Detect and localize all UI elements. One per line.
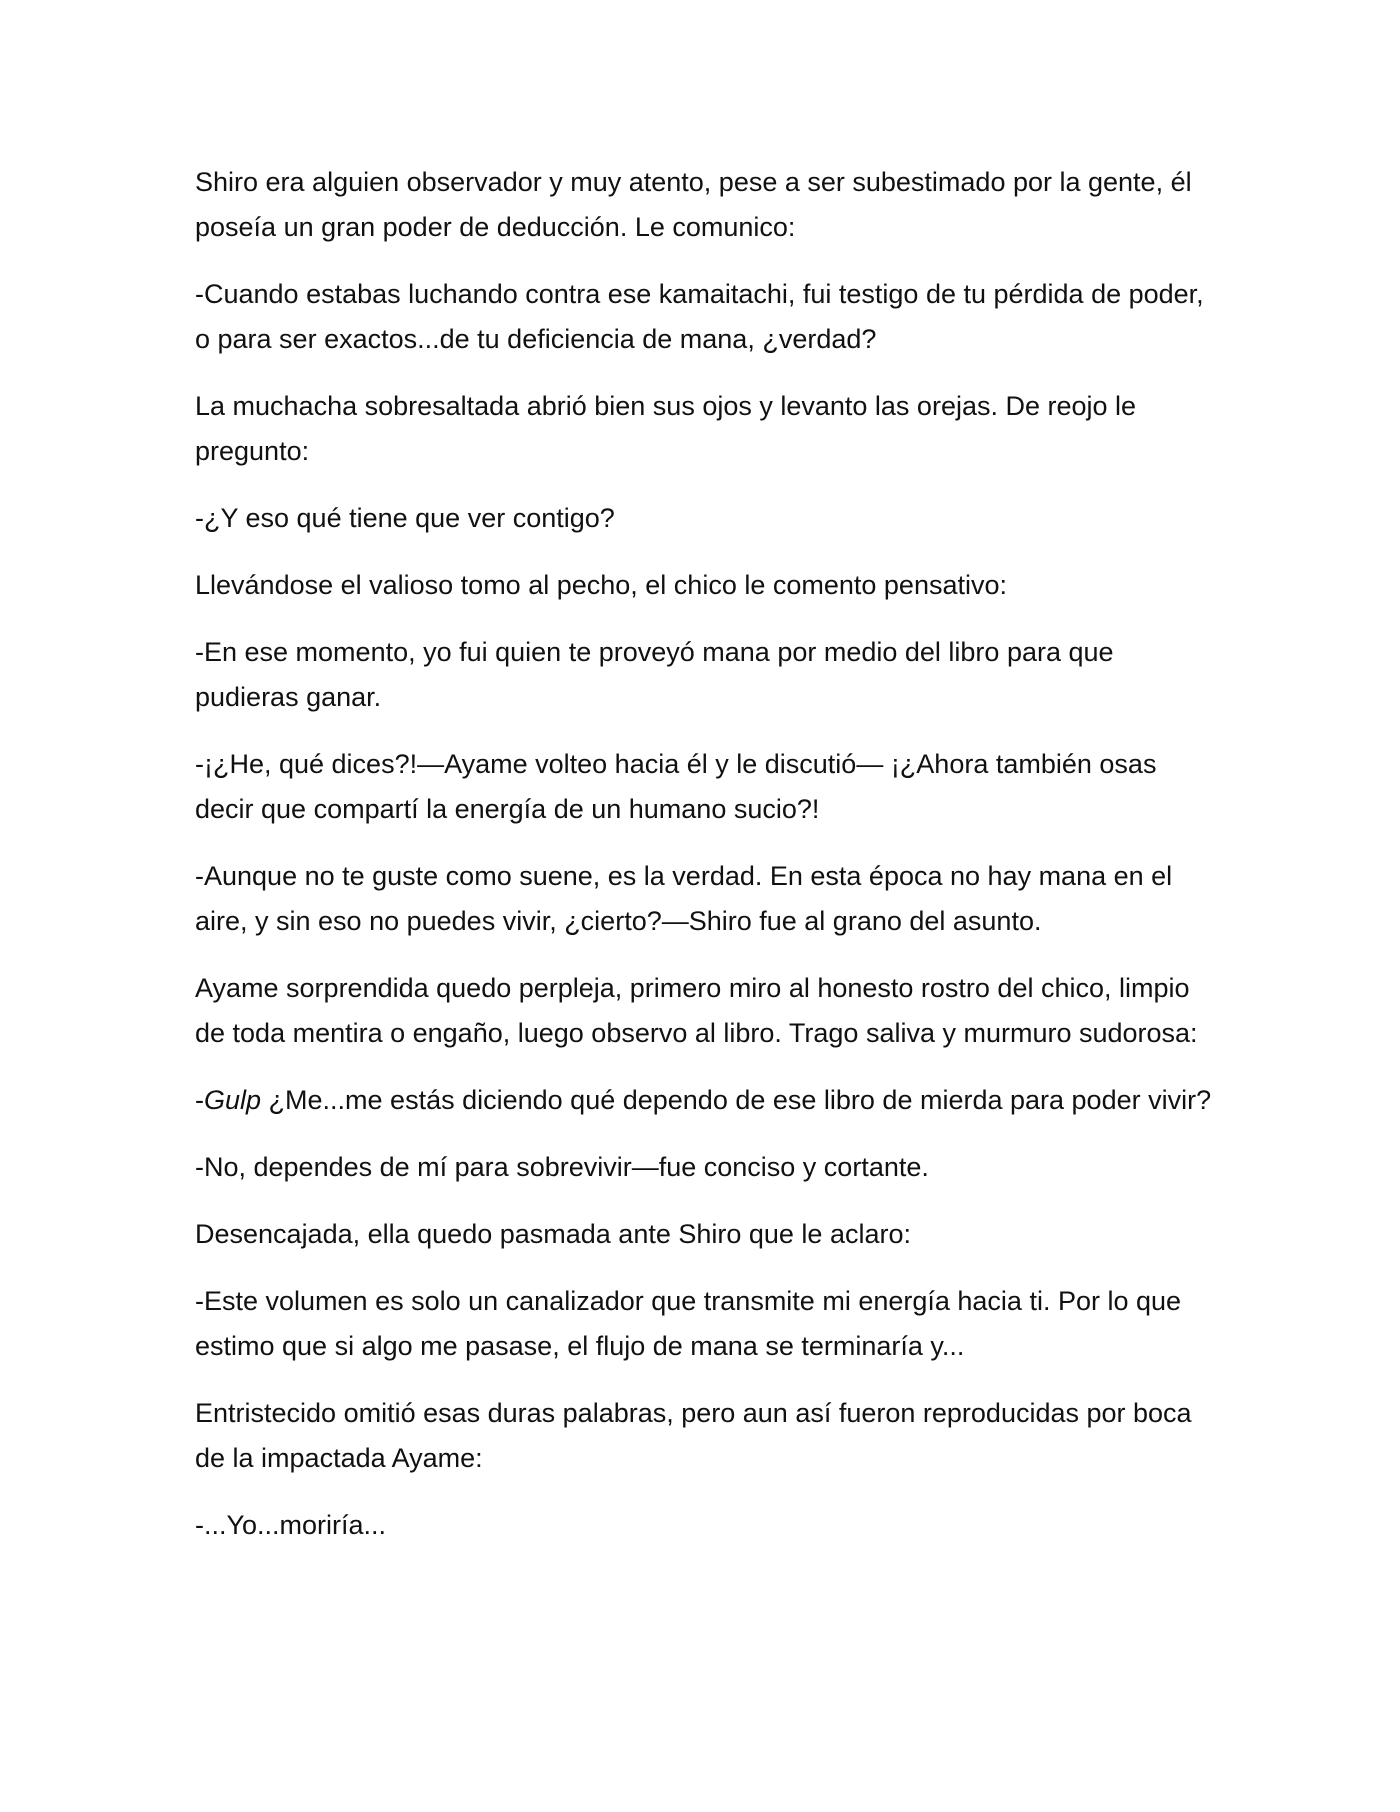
paragraph-2: -Cuando estabas luchando contra ese kamaitachi, fui testigo de tu pérdida de poder, o para ser exactos...de tu deficiencia de mana, ¿verdad? xyxy=(195,279,1204,354)
paragraph-10 xyxy=(195,1078,1215,1123)
paragraph-11: -No, dependes de mí para sobrevivir—fue conciso y cortante. xyxy=(195,1152,929,1182)
paragraph-13: -Este volumen es solo un canalizador que transmite mi energía hacia ti. Por lo que estimo que si algo me pasase, el flujo de mana se terminaría y... xyxy=(195,1286,1182,1361)
paragraph-4: -¿Y eso qué tiene que ver contigo? xyxy=(195,503,615,533)
paragraph-1: Shiro era alguien observador y muy atento, pese a ser subestimado por la gente, él poseía un gran poder de deducción. Le comunico: xyxy=(195,167,1192,242)
paragraph-10-text: ¿Me...me estás diciendo qué dependo de ese libro de mierda para poder vivir? xyxy=(261,1085,1212,1115)
paragraph-10-italic: Gulp xyxy=(204,1085,262,1115)
paragraph-3: La muchacha sobresaltada abrió bien sus ojos y levanto las orejas. De reojo le pregunto: xyxy=(195,391,1137,466)
paragraph-7: -¡¿He, qué dices?!—Ayame volteo hacia él y le discutió— ¡¿Ahora también osas decir que compartí la energía de un humano sucio?! xyxy=(195,749,1157,824)
paragraph-12: Desencajada, ella quedo pasmada ante Shiro que le aclaro: xyxy=(195,1219,911,1249)
paragraph-9: Ayame sorprendida quedo perpleja, primero miro al honesto rostro del chico, limpio de toda mentira o engaño, luego observo al libro. Trago saliva y murmuro sudorosa: xyxy=(195,973,1198,1048)
paragraph-14: Entristecido omitió esas duras palabras, pero aun así fueron reproducidas por boca de la impactada Ayame: xyxy=(195,1398,1192,1473)
paragraph-15: -...Yo...moriría... xyxy=(195,1510,387,1540)
paragraph-10-prefix: - xyxy=(195,1085,204,1115)
document-body xyxy=(195,160,1215,1570)
paragraph-8: -Aunque no te guste como suene, es la verdad. En esta época no hay mana en el aire, y sin eso no puedes vivir, ¿cierto?—Shiro fue al grano del asunto. xyxy=(195,861,1173,936)
paragraph-5: Llevándose el valioso tomo al pecho, el chico le comento pensativo: xyxy=(195,570,1007,600)
paragraph-6: -En ese momento, yo fui quien te proveyó mana por medio del libro para que pudieras ganar. xyxy=(195,637,1114,712)
